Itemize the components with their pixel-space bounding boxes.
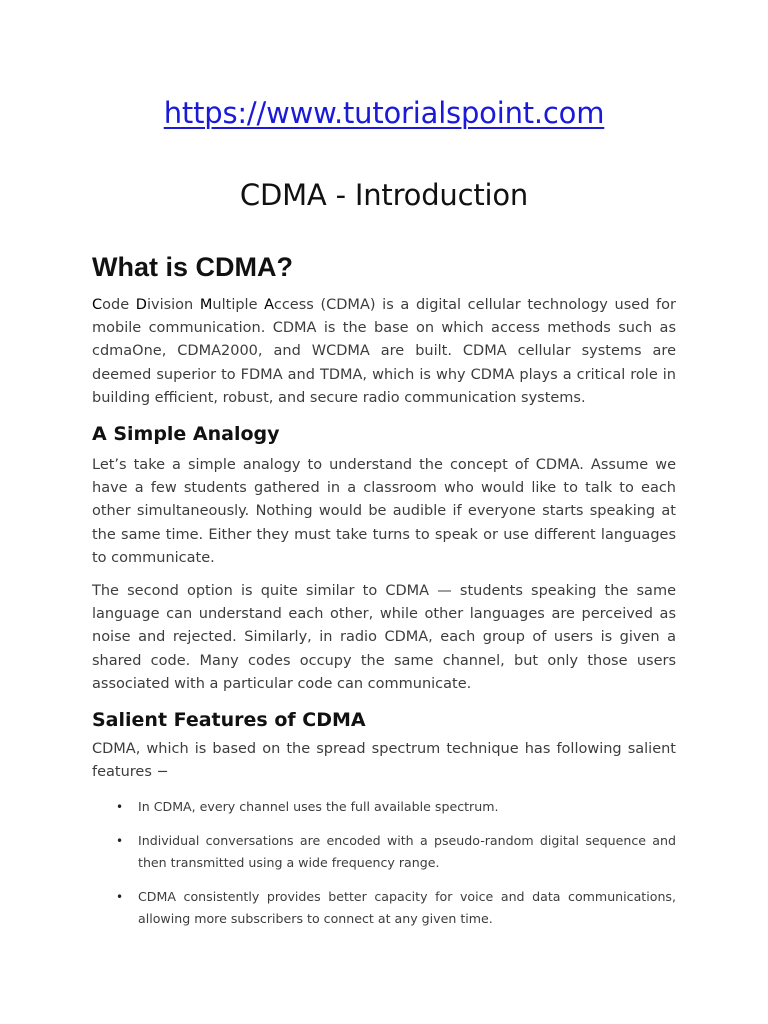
bullet-icon: •: [116, 800, 124, 815]
site-url-link[interactable]: https://www.tutorialspoint.com: [163, 96, 605, 130]
list-item: [92, 830, 676, 874]
bullet-icon: •: [116, 834, 124, 849]
features-intro: CDMA, which is based on the spread spectrum technique has following salient features −: [92, 741, 676, 781]
acronym-letter: C: [92, 297, 103, 313]
analogy-paragraph: The second option is quite similar to CDMA — students speaking the same language can understand each other, while other languages are perceived as noise and rejected. Similarly, in radio CDMA, each group of users is given a shared code. Many codes occupy the same channel, but only those users associated with a particular code can communicate.: [92, 583, 676, 692]
list-item-text: Individual conversations are encoded with a pseudo-random digital sequence and then transmitted using a wide frequency range.: [138, 833, 676, 871]
document-title: CDMA - Introduction: [239, 178, 529, 212]
acronym-letter: A: [264, 297, 274, 313]
intro-text: (CDMA) is a digital cellular technology used for mobile communication. CDMA is the base on which access methods such as cdmaOne, CDMA2000, and WCDMA are built. CDMA cellular systems are deemed superior to FDMA and TDMA, which is why CDMA plays a critical role in building efficient, robust, and secure radio communication systems.: [92, 297, 676, 406]
bullet-icon: •: [116, 890, 124, 905]
list-item: [92, 886, 676, 930]
heading-simple-analogy: A Simple Analogy: [92, 423, 280, 446]
intro-paragraph: [92, 294, 676, 410]
heading-salient-features: Salient Features of CDMA: [92, 709, 366, 732]
acronym-rest: ode: [102, 297, 136, 313]
list-item-text: In CDMA, every channel uses the full available spectrum.: [138, 799, 499, 815]
acronym-rest: ivision: [146, 297, 200, 313]
analogy-paragraph: Let’s take a simple analogy to understand the concept of CDMA. Assume we have a few students gathered in a classroom who would like to talk to each other simultaneously. Nothing would be audible if everyone starts speaking at the same time. Either they must take turns to speak or use different languages to communicate.: [92, 457, 676, 566]
acronym-letter: M: [199, 297, 213, 313]
list-item: [92, 796, 676, 818]
heading-what-is-cdma: What is CDMA?: [92, 252, 293, 282]
document-content: [92, 250, 676, 942]
acronym-rest: ccess: [273, 297, 314, 313]
acronym-letter: D: [135, 297, 147, 313]
acronym-rest: ultiple: [212, 297, 265, 313]
features-list: [92, 796, 676, 930]
list-item-text: CDMA consistently provides better capacity for voice and data communications, allowing more subscribers to connect at any given time.: [138, 889, 676, 927]
